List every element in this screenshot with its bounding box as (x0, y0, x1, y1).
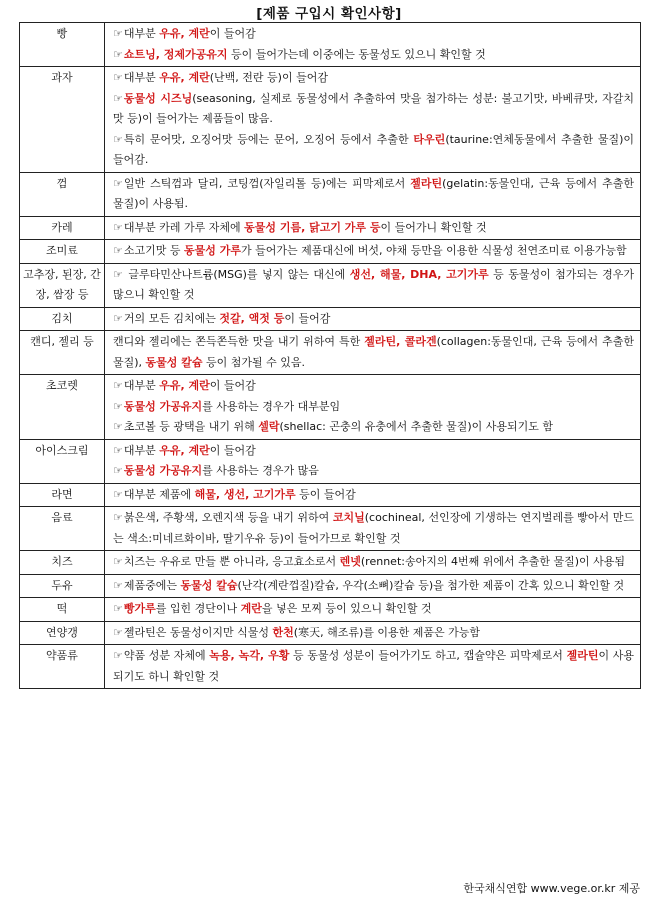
highlighted-ingredient: 녹용, 녹각, 우황 (209, 649, 290, 662)
highlighted-ingredient: 젤라틴 (410, 176, 443, 190)
table-row (20, 598, 641, 622)
description-text: 글루타민산나트륨(MSG)를 넣지 않는 대신에 (123, 267, 350, 281)
description-text: 초코볼 등 광택을 내기 위해 (123, 420, 259, 433)
description-text: (난백, 전란 등)이 들어감 (209, 71, 328, 84)
highlighted-ingredient: 타우린 (413, 132, 446, 146)
highlighted-ingredient: 젓갈, 액젓 등 (219, 311, 285, 325)
description-text: 등이 들어감 (295, 487, 356, 501)
description-paragraph (113, 174, 634, 215)
highlighted-ingredient: 해물, 생선, 고기가루 (194, 487, 296, 501)
description-text: 거의 모든 김치에는 (123, 311, 220, 325)
pointing-hand-icon: ☞ (113, 379, 123, 392)
pointing-hand-icon: ☞ (113, 132, 123, 146)
pointing-hand-icon: ☞ (113, 578, 123, 592)
description-text: 등 동물성 성분이 들어가기도 하고, 캡슐약은 피막제로서 (289, 649, 567, 662)
description-text: 제품중에는 (123, 578, 181, 592)
description-paragraph (113, 508, 634, 549)
table-row (20, 331, 641, 375)
description-paragraph (113, 45, 634, 66)
description-text: 이 들어감 (209, 27, 256, 40)
description-paragraph (113, 130, 634, 171)
highlighted-ingredient: 코치닐 (332, 511, 365, 524)
category-cell: 연양갱 (20, 621, 105, 645)
description-text: 대부분 제품에 (123, 487, 195, 501)
category-cell: 치즈 (20, 551, 105, 575)
description-cell (105, 23, 641, 67)
description-text: 대부분 카레 가루 자체에 (123, 220, 245, 234)
table-row (20, 67, 641, 173)
pointing-hand-icon: ☞ (113, 555, 123, 568)
description-text: 를 입힌 경단이나 (155, 602, 241, 615)
table-row (20, 621, 641, 645)
description-text: 이 사용되기도 하니 확인할 것 (113, 649, 634, 683)
description-cell (105, 551, 641, 575)
description-text: (gelatin:동물인대, 근육 등에서 추출한 물질)이 사용됨. (113, 176, 634, 210)
description-text: 특히 문어맛, 오징어맛 등에는 문어, 오징어 등에서 추출한 (123, 132, 414, 146)
highlighted-ingredient: 우유, 계란 (159, 443, 210, 457)
highlighted-ingredient: 동물성 시즈닝 (123, 91, 193, 105)
description-text: 대부분 (123, 443, 160, 457)
category-cell: 과자 (20, 67, 105, 173)
description-text: 등이 첨가될 수 있음. (202, 355, 306, 369)
description-text: 일반 스틱껌과 달리, 코팅껌(자일리톨 등)에는 피막제로서 (123, 176, 411, 190)
pointing-hand-icon: ☞ (113, 267, 123, 281)
highlighted-ingredient: 젤라틴, 콜라겐 (364, 335, 437, 348)
description-paragraph (113, 265, 634, 306)
highlighted-ingredient: 계란 (240, 602, 262, 615)
highlighted-ingredient: 우유, 계란 (159, 27, 210, 40)
highlighted-ingredient: 빵가루 (123, 602, 156, 615)
pointing-hand-icon: ☞ (113, 91, 123, 105)
source-credit: 한국채식연합 www.vege.or.kr 제공 (463, 882, 640, 895)
pointing-hand-icon: ☞ (113, 487, 123, 501)
description-paragraph (113, 599, 634, 620)
description-paragraph (113, 461, 634, 482)
description-paragraph (113, 376, 634, 397)
description-paragraph (113, 332, 634, 373)
checklist-body (20, 23, 641, 689)
pointing-hand-icon: ☞ (113, 176, 123, 190)
table-row (20, 483, 641, 507)
pointing-hand-icon: ☞ (113, 71, 123, 84)
table-row (20, 574, 641, 598)
description-cell (105, 263, 641, 307)
description-cell (105, 240, 641, 264)
description-paragraph (113, 397, 634, 418)
category-cell: 조미료 (20, 240, 105, 264)
description-cell (105, 483, 641, 507)
category-cell: 두유 (20, 574, 105, 598)
description-text: (taurine:연체동물에서 추출한 물질)이 들어감. (113, 132, 634, 166)
pointing-hand-icon: ☞ (113, 244, 123, 257)
table-row (20, 307, 641, 331)
table-row (20, 240, 641, 264)
description-cell (105, 172, 641, 216)
description-cell (105, 645, 641, 689)
description-paragraph (113, 309, 634, 330)
pointing-hand-icon: ☞ (113, 420, 123, 433)
description-text: 대부분 (123, 379, 160, 392)
category-cell: 껌 (20, 172, 105, 216)
description-paragraph (113, 241, 634, 262)
description-text: 가 들어가는 제품대신에 버섯, 야채 등만을 이용한 식물성 천연조미료 이용가능함 (240, 244, 627, 257)
table-row (20, 507, 641, 551)
description-cell (105, 375, 641, 440)
description-cell (105, 507, 641, 551)
category-cell: 캔디, 젤리 등 (20, 331, 105, 375)
category-cell: 빵 (20, 23, 105, 67)
description-paragraph (113, 24, 634, 45)
highlighted-ingredient: 쇼트닝, 정제가공유지 (123, 47, 228, 61)
description-paragraph (113, 417, 634, 438)
highlighted-ingredient: 생선, 해물, DHA, 고기가루 (349, 267, 489, 281)
table-row (20, 263, 641, 307)
pointing-hand-icon: ☞ (113, 511, 123, 524)
description-text: 를 사용하는 경우가 많음 (202, 464, 319, 477)
category-cell: 카레 (20, 216, 105, 240)
description-text: 붉은색, 주황색, 오렌지색 등을 내기 위하여 (123, 511, 333, 524)
table-row (20, 172, 641, 216)
table-row (20, 645, 641, 689)
description-text: 캔디와 젤리에는 쫀득쫀득한 맛을 내기 위하여 특한 (113, 335, 365, 348)
pointing-hand-icon: ☞ (113, 625, 123, 639)
description-paragraph (113, 485, 634, 506)
pointing-hand-icon: ☞ (113, 311, 123, 325)
pointing-hand-icon: ☞ (113, 399, 123, 413)
highlighted-ingredient: 우유, 계란 (159, 379, 210, 392)
description-cell (105, 598, 641, 622)
pointing-hand-icon: ☞ (113, 443, 123, 457)
description-text: 약품 성분 자체에 (123, 649, 210, 662)
description-text: (난각(계란껍질)칼슘, 우각(소뼈)칼슘 등)을 첨가한 제품이 간혹 있으니 확인할 것 (237, 578, 625, 592)
category-cell: 김치 (20, 307, 105, 331)
highlighted-ingredient: 동물성 기름, 닭고기 가루 등 (244, 220, 381, 234)
highlighted-ingredient: 동물성 칼슘 (180, 578, 238, 592)
description-paragraph (113, 89, 634, 130)
highlighted-ingredient: 동물성 가공유지 (123, 399, 203, 413)
description-paragraph (113, 552, 634, 573)
highlighted-ingredient: 젤라틴 (566, 649, 599, 662)
description-paragraph (113, 576, 634, 597)
description-text: 이 들어감 (209, 443, 256, 457)
description-cell (105, 331, 641, 375)
highlighted-ingredient: 셀락 (258, 420, 280, 433)
highlighted-ingredient: 우유, 계란 (159, 71, 210, 84)
table-row (20, 375, 641, 440)
category-cell: 고추장, 된장, 간장, 쌈장 등 (20, 263, 105, 307)
category-cell: 음료 (20, 507, 105, 551)
description-text: 등이 들어가는데 이중에는 동물성도 있으니 확인할 것 (227, 47, 486, 61)
checklist-table (19, 22, 641, 689)
description-paragraph (113, 218, 634, 239)
table-row (20, 23, 641, 67)
table-row (20, 216, 641, 240)
table-row (20, 439, 641, 483)
description-text: (shellac: 곤충의 유충에서 추출한 물질)이 사용되기도 함 (279, 420, 554, 433)
description-text: 이 들어가니 확인할 것 (380, 220, 487, 234)
description-cell (105, 307, 641, 331)
description-cell (105, 216, 641, 240)
description-cell (105, 67, 641, 173)
description-text: (rennet:송아지의 4번째 위에서 추출한 물질)이 사용됨 (360, 555, 625, 568)
description-cell (105, 574, 641, 598)
description-text: 이 들어감 (284, 311, 331, 325)
category-cell: 아이스크림 (20, 439, 105, 483)
description-text: 이 들어감 (209, 379, 256, 392)
pointing-hand-icon: ☞ (113, 464, 123, 477)
highlighted-ingredient: 한천 (272, 625, 294, 639)
highlighted-ingredient: 동물성 가공유지 (123, 464, 203, 477)
highlighted-ingredient: 동물성 칼슘 (145, 355, 203, 369)
description-cell (105, 621, 641, 645)
description-text: 를 사용하는 경우가 대부분임 (202, 399, 341, 413)
description-text: 을 넣은 모찌 등이 있으니 확인할 것 (261, 602, 432, 615)
description-text: 대부분 (123, 71, 160, 84)
category-cell: 떡 (20, 598, 105, 622)
description-text: 치즈는 우유로 만들 뿐 아니라, 응고효소로서 (123, 555, 340, 568)
highlighted-ingredient: 렌넷 (339, 555, 361, 568)
description-text: 젤라틴은 동물성이지만 식물성 (123, 625, 273, 639)
description-paragraph (113, 441, 634, 462)
description-text: (collagen:동물인대, 근육 등에서 추출한 물질), (113, 335, 634, 369)
description-paragraph (113, 623, 634, 644)
highlighted-ingredient: 동물성 가루 (184, 244, 241, 257)
description-text: 등 동물성이 첨가되는 경우가 많으니 확인할 것 (113, 267, 635, 301)
table-row (20, 551, 641, 575)
description-cell (105, 439, 641, 483)
description-text: 소고기맛 등 (123, 244, 184, 257)
pointing-hand-icon: ☞ (113, 602, 123, 615)
description-text: (seasoning, 실제로 동물성에서 추출하여 맛을 첨가하는 성분: 불고기맛, 바베큐맛, 자갈치맛 등)이 들어가는 제품들이 많음. (113, 91, 634, 125)
description-text: 대부분 (123, 27, 160, 40)
category-cell: 초코렛 (20, 375, 105, 440)
pointing-hand-icon: ☞ (113, 27, 123, 40)
category-cell: 약품류 (20, 645, 105, 689)
pointing-hand-icon: ☞ (113, 47, 123, 61)
pointing-hand-icon: ☞ (113, 220, 123, 234)
description-text: (cochineal, 선인장에 기생하는 연지벌레를 빻아서 만드는 색소:미네르화이바, 딸기우유 등)이 들어가므로 확인할 것 (113, 511, 634, 545)
description-paragraph (113, 646, 634, 687)
description-paragraph (113, 68, 634, 89)
category-cell: 라면 (20, 483, 105, 507)
description-text: (寒天, 해조류)를 이용한 제품은 가능함 (293, 625, 480, 639)
page-title: [제품 구입시 확인사항] (256, 6, 402, 22)
pointing-hand-icon: ☞ (113, 649, 123, 662)
